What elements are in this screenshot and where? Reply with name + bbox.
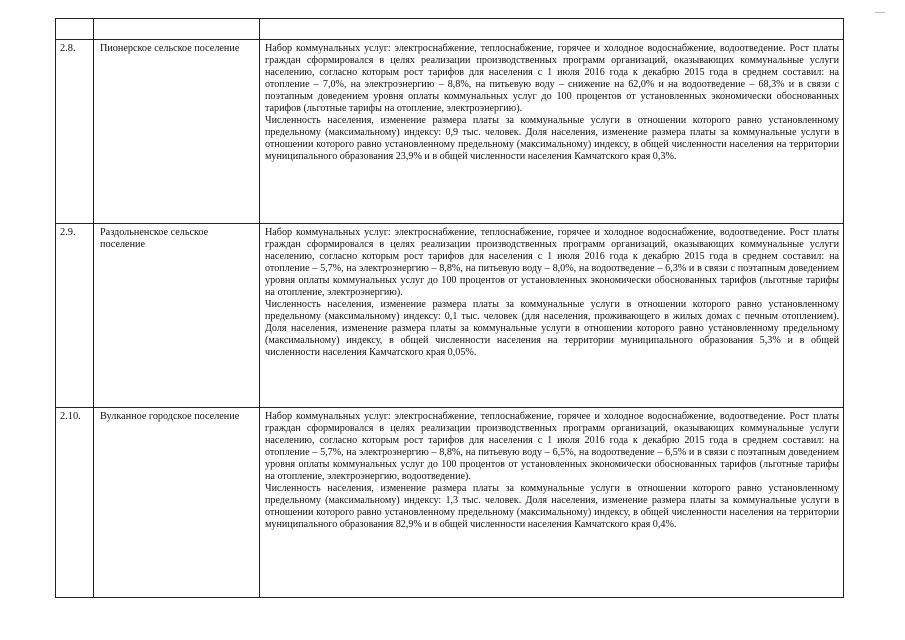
header-cell-name <box>94 19 260 40</box>
table-row <box>56 40 844 224</box>
settlement-name: Вулканное городское поселение <box>94 408 260 598</box>
row-number: 2.9. <box>56 224 94 408</box>
settlement-name: Пионерское сельское поселение <box>94 40 260 224</box>
table-header-row <box>56 19 844 40</box>
description-paragraph: Численность населения, изменение размера платы за коммунальные услуги в отношении которого равно установленному предельному (максимальному) индексу: 0,1 тыс. человек (для населения, проживающего в жилых домах с печным отоплением). Доля населения, изменение размера платы за коммунальные услуги в отношении которого равно установленному предельному (максимальному) индексу, в общей численности населения на территории муниципального образования 5,3% и в общей численности населения Камчатского края 0,05%. <box>265 299 839 359</box>
description-cell <box>260 408 844 598</box>
description-cell <box>260 40 844 224</box>
settlements-table <box>55 18 844 598</box>
row-number: 2.8. <box>56 40 94 224</box>
table-row <box>56 408 844 598</box>
table-row <box>56 224 844 408</box>
description-paragraph: Набор коммунальных услуг: электроснабжение, теплоснабжение, горячее и холодное водоснабжение, водоотведение. Рост платы граждан сформировался в целях реализации производственных программ организаций, оказывающих коммунальные услуги населению, согласно которым рост тарифов для населения с 1 июля 2016 года к декабрю 2015 года в среднем составил: на отопление – 7,0%, на электроэнергию – 8,8%, на питьевую воду – снижение на 62,0% и на водоотведение – 68,3% и в связи с поэтапным доведением уровня оплаты коммунальных услуг до 100 процентов от установленных экономически обоснованных тарифов (льготные тарифы на отопление, электроэнергию). <box>265 43 839 115</box>
description-paragraph: Численность населения, изменение размера платы за коммунальные услуги в отношении которого равно установленному предельному (максимальному) индексу: 0,9 тыс. человек. Доля населения, изменение размера платы за коммунальные услуги в отношении которого равно установленному предельному (максимальному) индексу, в общей численности населения на территории муниципального образования 23,9% и в общей численности населения Камчатского края 0,3%. <box>265 115 839 163</box>
description-paragraph: Набор коммунальных услуг: электроснабжение, теплоснабжение, горячее и холодное водоснабжение, водоотведение. Рост платы граждан сформировался в целях реализации производственных программ организаций, оказывающих коммунальные услуги населению, согласно которым рост тарифов для населения с 1 июля 2016 года к декабрю 2015 года в среднем составил: на отопление – 5,7%, на электроэнергию – 8,8%, на питьевую воду – 6,5%, на водоотведение – 6,5% и в связи с поэтапным доведением уровня оплаты коммунальных услуг до 100 процентов от установленных экономически обоснованных тарифов (льготные тарифы на отопление, электроэнергию, водоотведение). <box>265 411 839 483</box>
scan-mark <box>875 12 885 13</box>
description-paragraph: Набор коммунальных услуг: электроснабжение, теплоснабжение, горячее и холодное водоснабжение, водоотведение. Рост платы граждан сформировался в целях реализации производственных программ организаций, оказывающих коммунальные услуги населению, согласно которым рост тарифов для населения с 1 июля 2016 года к декабрю 2015 года в среднем составил: на отопление – 5,7%, на электроэнергию – 8,8%, на питьевую воду – 8,0%, на водоотведение – 6,3% и в связи с поэтапным доведением уровня оплаты коммунальных услуг до 100 процентов от установленных экономически обоснованных тарифов (льготные тарифы на отопление, электроэнергию). <box>265 227 839 299</box>
description-cell <box>260 224 844 408</box>
header-cell-text <box>260 19 844 40</box>
settlement-name: Раздольненское сельское поселение <box>94 224 260 408</box>
header-cell-num <box>56 19 94 40</box>
description-paragraph: Численность населения, изменение размера платы за коммунальные услуги в отношении которого равно установленному предельному (максимальному) индексу: 1,3 тыс. человек. Доля населения, изменение размера платы за коммунальные услуги в отношении которого равно установленному предельному (максимальному) индексу, в общей численности населения на территории муниципального образования 82,9% и в общей численности населения Камчатского края 0,4%. <box>265 483 839 531</box>
row-number: 2.10. <box>56 408 94 598</box>
